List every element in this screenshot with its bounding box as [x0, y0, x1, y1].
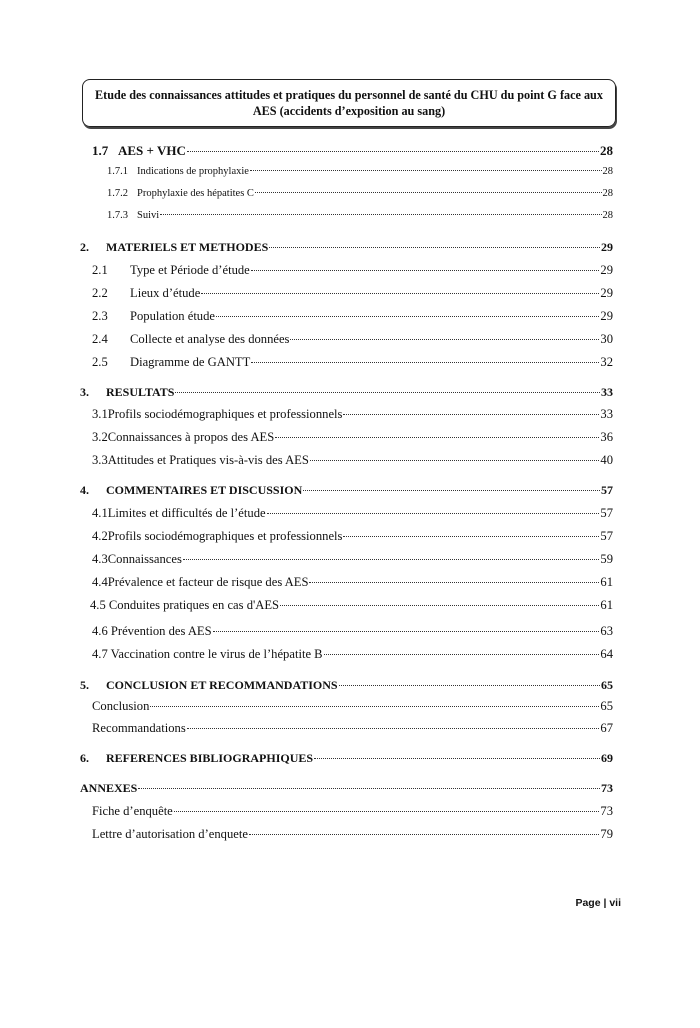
toc-entry-label: 4.5 Conduites pratiques en cas d'AES [90, 598, 280, 612]
toc-entry-label: COMMENTAIRES ET DISCUSSION [106, 483, 303, 497]
toc-entry-page: 28 [600, 143, 613, 158]
toc-entry-4-5[interactable] [90, 598, 613, 613]
toc-entry-label: Collecte et analyse des données [130, 332, 290, 346]
toc-entry-2-1[interactable] [92, 263, 613, 278]
toc-entry-label: 4.4Prévalence et facteur de risque des AES [92, 575, 309, 589]
toc-entry-number: 2.5 [92, 355, 108, 369]
dot-leader [343, 414, 599, 415]
toc-entry-label: Recommandations [92, 721, 186, 735]
toc-entry-page: 57 [600, 506, 613, 520]
toc-entry-4-3[interactable] [92, 552, 613, 567]
toc-entry-page: 33 [601, 385, 613, 399]
dot-leader [160, 214, 601, 215]
toc-entry-number: 2.3 [92, 309, 108, 323]
dot-leader [201, 293, 599, 294]
toc-entry-page: 30 [600, 332, 613, 346]
toc-entry-recommandations[interactable] [92, 721, 613, 736]
toc-entry-conclusion[interactable] [92, 699, 613, 714]
dot-leader [175, 392, 600, 393]
toc-entry-4-6[interactable] [92, 624, 613, 639]
dot-leader [324, 654, 600, 655]
dot-leader [249, 834, 599, 835]
toc-entry-label: Lettre d’autorisation d’enquete [92, 827, 248, 841]
dot-leader [213, 631, 600, 632]
toc-entry-3[interactable] [80, 385, 613, 400]
toc-entry-label: CONCLUSION ET RECOMMANDATIONS [106, 678, 338, 692]
dot-leader [343, 536, 599, 537]
toc-entry-number: 2.1 [92, 263, 108, 277]
toc-entry-page: 29 [600, 286, 613, 300]
dot-leader [290, 339, 599, 340]
toc-entry-number: 3. [80, 385, 89, 399]
toc-entry-label: Type et Période d’étude [130, 263, 250, 277]
toc-entry-label: Fiche d’enquête [92, 804, 173, 818]
toc-entry-3-2[interactable] [92, 430, 613, 445]
toc-entry-page: 61 [600, 598, 613, 612]
dot-leader [250, 170, 602, 171]
dot-leader [251, 270, 600, 271]
toc-entry-page: 40 [600, 453, 613, 467]
dot-leader [309, 582, 599, 583]
toc-entry-fiche-enquete[interactable] [92, 804, 613, 819]
toc-entry-page: 57 [600, 529, 613, 543]
toc-entry-4-4[interactable] [92, 575, 613, 590]
toc-entry-number: 4. [80, 483, 89, 497]
toc-entry-6[interactable] [80, 751, 613, 766]
dot-leader [251, 362, 599, 363]
toc-entry-4-7[interactable] [92, 647, 613, 662]
toc-entry-page: 79 [600, 827, 613, 841]
dot-leader [310, 460, 600, 461]
toc-entry-number: 2.4 [92, 332, 108, 346]
toc-entry-number: 1.7.1 [107, 166, 128, 177]
toc-entry-label: Prophylaxie des hépatites C [137, 188, 254, 199]
toc-entry-page: 73 [600, 804, 613, 818]
toc-entry-number: 6. [80, 751, 89, 765]
toc-entry-4-2[interactable] [92, 529, 613, 544]
toc-entry-lettre-autorisation[interactable] [92, 827, 613, 842]
toc-entry-page: 28 [602, 210, 613, 221]
toc-entry-label: AES + VHC [118, 143, 186, 158]
toc-entry-label: 3.3Attitudes et Pratiques vis-à-vis des AES [92, 453, 309, 467]
toc-entry-label: MATERIELS ET METHODES [106, 240, 269, 254]
toc-entry-label: REFERENCES BIBLIOGRAPHIQUES [106, 751, 314, 765]
toc-entry-3-1[interactable] [92, 407, 613, 422]
toc-entry-label: ANNEXES [80, 781, 138, 795]
toc-entry-page: 28 [602, 188, 613, 199]
toc-entry-number: 1.7.3 [107, 210, 128, 221]
toc-entry-page: 63 [600, 624, 613, 638]
toc-entry-number: 1.7 [92, 143, 109, 158]
toc-entry-page: 32 [600, 355, 613, 369]
dot-leader [150, 706, 599, 707]
toc-entry-4-1[interactable] [92, 506, 613, 521]
dot-leader [187, 151, 599, 152]
toc-entry-page: 59 [600, 552, 613, 566]
toc-entry-label: Diagramme de GANTT [130, 355, 251, 369]
toc-entry-label: 4.1Limites et difficultés de l’étude [92, 506, 266, 520]
toc-entry-page: 29 [600, 309, 613, 323]
toc-entry-page: 33 [600, 407, 613, 421]
toc-entry-5[interactable] [80, 678, 613, 693]
toc-entry-1-7-1[interactable] [107, 166, 613, 177]
toc-entry-label: Population étude [130, 309, 215, 323]
toc-entry-label: 4.3Connaissances [92, 552, 182, 566]
toc-entry-page: 65 [601, 678, 613, 692]
toc-entry-number: 1.7.2 [107, 188, 128, 199]
toc-entry-label: Lieux d’étude [130, 286, 201, 300]
dot-leader [187, 728, 600, 729]
dot-leader [303, 490, 600, 491]
toc-entry-page: 29 [601, 240, 613, 254]
toc-entry-number: 2. [80, 240, 89, 254]
dot-leader [174, 811, 600, 812]
toc-entry-number: 5. [80, 678, 89, 692]
toc-entry-page: 64 [600, 647, 613, 661]
toc-entry-1-7-3[interactable] [107, 210, 613, 221]
toc-entry-2-4[interactable] [92, 332, 613, 347]
toc-entry-2-3[interactable] [92, 309, 613, 324]
toc-entry-label: 4.2Profils sociodémographiques et professionnels [92, 529, 343, 543]
toc-entry-page: 36 [600, 430, 613, 444]
toc-entry-label: 4.7 Vaccination contre le virus de l’hépatite B [92, 647, 323, 661]
toc-entry-label: Suivi [137, 210, 160, 221]
toc-entry-label: 4.6 Prévention des AES [92, 624, 212, 638]
toc-entry-page: 57 [601, 483, 613, 497]
dot-leader [255, 192, 602, 193]
toc-entry-label: RESULTATS [106, 385, 175, 399]
dot-leader [314, 758, 600, 759]
toc-entry-label: Indications de prophylaxie [137, 166, 249, 177]
toc-entry-2-5[interactable] [92, 355, 613, 370]
dot-leader [267, 513, 600, 514]
toc-entry-label: 3.2Connaissances à propos des AES [92, 430, 275, 444]
toc-entry-3-3[interactable] [92, 453, 613, 468]
dot-leader [339, 685, 600, 686]
toc-entry-annexes[interactable] [80, 781, 613, 796]
document-header-title: Etude des connaissances attitudes et pratiques du personnel de santé du CHU du point G face aux AES (accidents d’exposition au sang) [95, 88, 603, 118]
toc-entry-page: 65 [600, 699, 613, 713]
toc-entry-4[interactable] [80, 483, 613, 498]
toc-entry-number: 2.2 [92, 286, 108, 300]
toc-entry-label: 3.1Profils sociodémographiques et professionnels [92, 407, 343, 421]
dot-leader [269, 247, 600, 248]
dot-leader [138, 788, 600, 789]
toc-entry-2[interactable] [80, 240, 613, 255]
toc-entry-page: 67 [600, 721, 613, 735]
dot-leader [280, 605, 599, 606]
toc-entry-1-7[interactable] [92, 143, 613, 159]
toc-entry-page: 29 [600, 263, 613, 277]
toc-entry-page: 28 [602, 166, 613, 177]
toc-entry-page: 61 [600, 575, 613, 589]
toc-entry-page: 73 [601, 781, 613, 795]
dot-leader [275, 437, 599, 438]
toc-entry-1-7-2[interactable] [107, 188, 613, 199]
dot-leader [183, 559, 600, 560]
toc-entry-page: 69 [601, 751, 613, 765]
toc-entry-label: Conclusion [92, 699, 150, 713]
page-number-footer: Page | vii [575, 897, 621, 909]
dot-leader [216, 316, 599, 317]
toc-entry-2-2[interactable] [92, 286, 613, 301]
